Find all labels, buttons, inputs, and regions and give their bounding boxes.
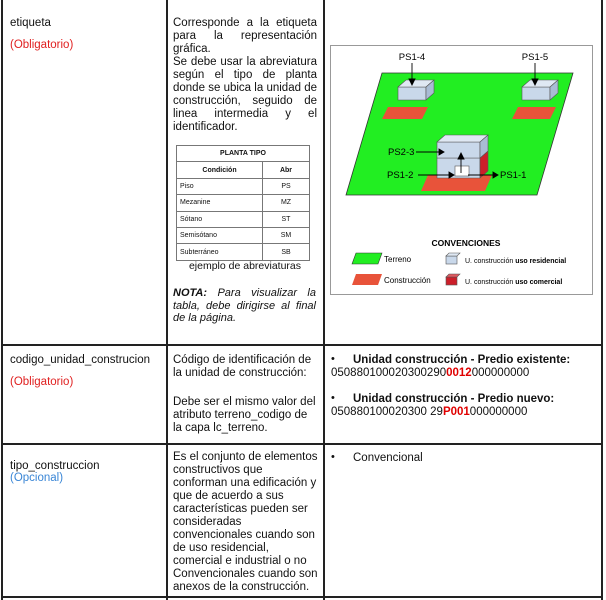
field-name-tipo: tipo_construccion <box>10 460 100 472</box>
bullet: • <box>331 353 335 365</box>
comercial-box-front <box>455 166 469 176</box>
codigo-description: Código de identificación de la unidad de construcción: <box>173 354 312 379</box>
predio-nuevo-title: Unidad construcción - Predio nuevo: <box>353 393 555 405</box>
legend-comercial-prefix: U. construcción <box>465 279 516 286</box>
cell-abr: ST <box>263 211 310 227</box>
cell-condicion: Sótano <box>177 211 263 227</box>
cell-abr: PS <box>263 178 310 194</box>
cell-condicion: Piso <box>177 178 263 194</box>
cell-condicion: Semisótano <box>177 227 263 243</box>
cell-abr: SB <box>263 244 310 260</box>
col-abr: Abr <box>263 162 310 178</box>
legend-terreno: Terreno <box>384 255 412 264</box>
construccion-shape <box>512 107 556 119</box>
bullet: • <box>331 451 335 463</box>
construccion-shape <box>382 107 428 119</box>
predio-nuevo-code <box>331 406 527 419</box>
label-ps1-1: PS1-1 <box>500 170 527 181</box>
border-col2 <box>323 0 325 600</box>
row-divider-1 <box>1 344 603 346</box>
codigo-rule: Debe ser el mismo valor del atributo terreno_codigo de la capa lc_terreno. <box>173 396 316 434</box>
construction-diagram <box>330 45 593 295</box>
code-highlight: 0012 <box>446 367 472 379</box>
field-name-codigo: codigo_unidad_construcion <box>10 354 151 366</box>
legend-comercial-bold: uso comercial <box>515 279 563 286</box>
code-highlight: P001 <box>442 406 470 418</box>
table-row <box>177 244 310 260</box>
note <box>173 287 316 325</box>
status-obligatorio: (Obligatorio) <box>10 39 74 51</box>
row-divider-3 <box>1 596 603 598</box>
status-opcional: (Opcional) <box>10 472 64 484</box>
table-row <box>177 227 310 243</box>
residencial-box <box>522 87 550 100</box>
col-condicion: Condición <box>177 162 263 178</box>
code-part: 050880100020300290 <box>331 367 447 379</box>
planta-tipo-table <box>176 145 310 261</box>
predio-existente-title: Unidad construcción - Predio existente: <box>353 354 571 366</box>
legend-residencial <box>465 258 566 265</box>
border-right <box>601 0 603 600</box>
code-part: 000000000 <box>469 406 528 418</box>
legend-comercial <box>465 279 562 286</box>
legend-residencial-prefix: U. construcción <box>465 258 516 265</box>
label-ps1-2: PS1-2 <box>387 170 414 181</box>
residencial-box-upper <box>437 142 480 158</box>
code-part: 000000000 <box>471 367 530 379</box>
table-row <box>177 211 310 227</box>
note-label: NOTA: <box>173 287 208 299</box>
etiqueta-rule: Se debe usar la abreviatura según el tipo de planta donde se ubica la unidad de construcción, seguido de linea intermedia y el identificador. <box>173 56 317 133</box>
border-left <box>1 0 3 600</box>
bullet: • <box>331 392 335 404</box>
cell-abr: SM <box>263 227 310 243</box>
cell-condicion: Subterráneo <box>177 244 263 260</box>
row-divider-2 <box>1 443 603 445</box>
legend-comercial-swatch <box>446 277 457 285</box>
legend-title: CONVENCIONES <box>431 238 501 248</box>
legend-residencial-swatch <box>446 256 457 264</box>
label-ps1-5: PS1-5 <box>521 52 549 63</box>
tipo-value: Convencional <box>353 452 423 464</box>
status-obligatorio: (Obligatorio) <box>10 376 74 388</box>
legend-terreno-swatch <box>352 253 382 264</box>
border-col1 <box>166 0 168 600</box>
planta-tipo-title: PLANTA TIPO <box>177 146 310 162</box>
tipo-description: Es el conjunto de elementos constructivos que conforman una edificación y que de acuerdo a sus características pueden ser consideradas convencionales cuando son de uso residencial, comercial e industrial o no Convencionales cuando son anexos de la construcción. <box>173 451 318 593</box>
legend-construccion: Construcción <box>384 276 431 285</box>
note-text: Para visualizar la tabla, debe dirigirse al final de la página. <box>173 287 316 324</box>
predio-existente-code <box>331 367 529 380</box>
code-part: 050880100020300 29 <box>331 406 443 418</box>
label-ps1-4: PS1-4 <box>398 52 426 63</box>
field-name-etiqueta: etiqueta <box>10 17 51 29</box>
cell-condicion: Mezanine <box>177 195 263 211</box>
table-row <box>177 195 310 211</box>
table-caption: ejemplo de abreviaturas <box>188 260 302 272</box>
table-row <box>177 178 310 194</box>
legend-residencial-bold: uso residencial <box>515 258 567 265</box>
label-ps2-3: PS2-3 <box>388 147 415 158</box>
residencial-box-top <box>437 135 488 142</box>
cell-abr: MZ <box>263 195 310 211</box>
residencial-box <box>398 87 426 100</box>
etiqueta-description: Corresponde a la etiqueta para la representación gráfica. <box>173 17 317 55</box>
legend-construccion-swatch <box>352 274 382 285</box>
